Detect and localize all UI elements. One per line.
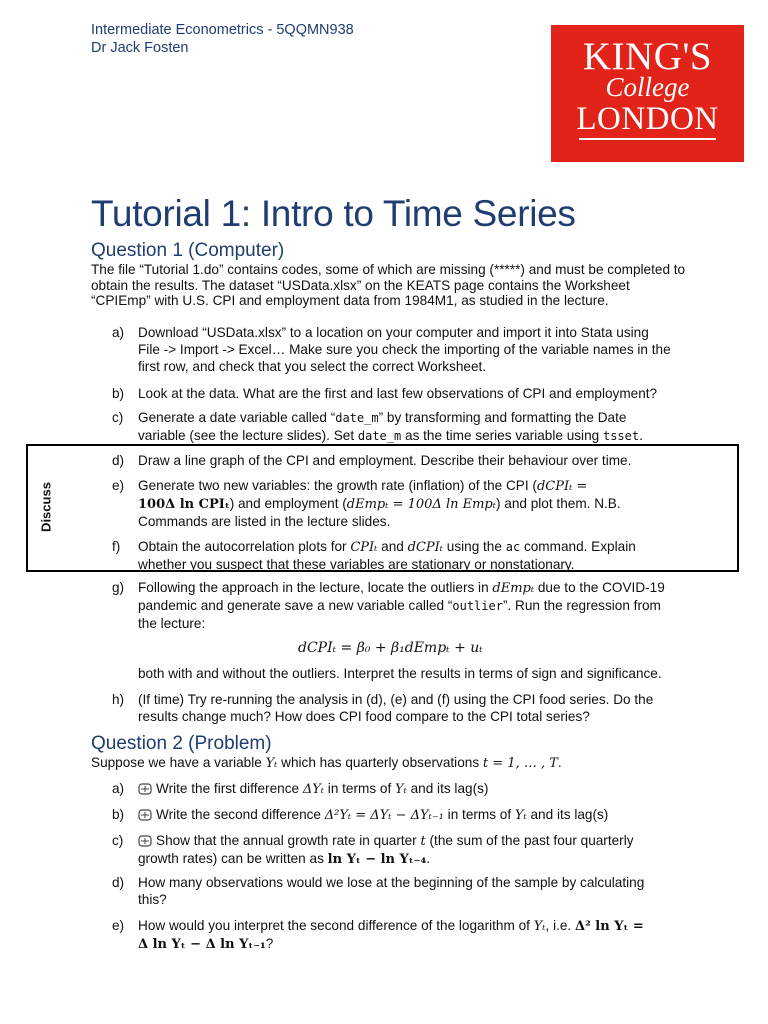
item-label: f)	[112, 539, 121, 554]
item-label: c)	[112, 410, 124, 425]
item-text: How many observations would we lose at the beginning of the sample by calculating this?	[138, 875, 645, 907]
q1-item-h	[112, 691, 672, 725]
item-label: d)	[112, 453, 125, 468]
item-label: b)	[112, 386, 125, 401]
item-text: Write the first difference ΔYₜ in terms of Yₜ and its lag(s)	[138, 780, 672, 798]
item-label: c)	[112, 833, 124, 848]
computation-head-icon	[138, 835, 152, 847]
item-text: Generate a date variable called “date_m” by transforming and formatting the Date variable (see the lecture slides). Set date_m as the time series variable using tsset.	[138, 410, 643, 443]
document-header	[91, 21, 354, 57]
item-text: How would you interpret the second difference of the logarithm of Yₜ, i.e. Δ² ln Yₜ = Δ ln Yₜ − Δ ln Yₜ₋₁?	[138, 918, 644, 952]
question-1-heading: Question 1 (Computer)	[91, 240, 285, 261]
item-text: both with and without the outliers. Interpret the results in terms of sign and significance.	[138, 666, 662, 681]
item-text: Look at the data. What are the first and last few observations of CPI and employment?	[138, 386, 658, 401]
course-name: Intermediate Econometrics - 5QQMN938	[91, 22, 354, 38]
question-2-heading: Question 2 (Problem)	[91, 733, 272, 754]
discuss-label: Discuss	[38, 482, 54, 532]
item-text: (If time) Try re-running the analysis in (d), (e) and (f) using the CPI food series. Do the results change much? How does CPI food compare to the CPI total series?	[138, 692, 654, 724]
q2-item-c	[112, 832, 672, 868]
item-text: Show that the annual growth rate in quarter t (the sum of the past four quarterly growth rates) can be written as ln Yₜ − ln Yₜ₋₄.	[138, 833, 634, 867]
logo-line-1: KING'S	[582, 35, 713, 78]
q1-item-d	[112, 452, 672, 469]
logo-line-3: LONDON	[576, 101, 719, 137]
item-text: Draw a line graph of the CPI and employment. Describe their behaviour over time.	[138, 453, 632, 468]
item-text: Obtain the autocorrelation plots for CPIₜ and dCPIₜ using the ac command. Explain whether you suspect that these variables are stationary or nonstationary.	[138, 539, 636, 572]
item-label: d)	[112, 875, 125, 890]
q1-item-f	[112, 538, 672, 573]
item-text: Write the second difference Δ²Yₜ = ΔYₜ − ΔYₜ₋₁ in terms of Yₜ and its lag(s)	[138, 806, 672, 824]
q2-item-d	[112, 874, 672, 908]
q1-item-g	[112, 579, 672, 632]
logo-line-2: College	[605, 72, 690, 102]
q2-item-e	[112, 917, 672, 953]
lecturer-name: Dr Jack Fosten	[91, 40, 189, 56]
item-label: a)	[112, 325, 125, 340]
computation-head-icon	[138, 809, 152, 821]
item-label: e)	[112, 918, 125, 933]
item-text: Download “USData.xlsx” to a location on your computer and import it into Stata using File -> Import -> Excel… Make sure you check the importing of the variable names in the first row, and check that you select the correct Worksheet.	[138, 325, 671, 374]
logo-rule	[579, 138, 716, 140]
q1-item-a	[112, 324, 672, 375]
item-label: b)	[112, 807, 125, 822]
item-label: h)	[112, 692, 125, 707]
q1-item-e	[112, 477, 672, 530]
page-title: Tutorial 1: Intro to Time Series	[91, 193, 576, 234]
question-1-intro: The file “Tutorial 1.do” contains codes, some of which are missing (*****) and must be completed to obtain the results. The dataset “USData.xlsx” on the KEATS page contains the Worksheet “CPIEmp” with U.S. CPI and employment data from 1984M1, as studied in the lecture.	[91, 262, 686, 308]
q1-item-b	[112, 385, 672, 402]
q1-item-c	[112, 409, 672, 445]
item-text: Following the approach in the lecture, locate the outliers in dEmpₜ due to the COVID-19 pandemic and generate save a new variable called “outlier”. Run the regression from the lecture:	[138, 580, 665, 631]
kings-college-logo	[551, 25, 744, 162]
q1-item-g-followup	[112, 665, 672, 682]
item-label: g)	[112, 580, 125, 595]
regression-equation: dCPIₜ = β₀ + β₁dEmpₜ + uₜ	[298, 640, 483, 656]
q2-item-a	[112, 780, 672, 798]
item-text: Generate two new variables: the growth rate (inflation) of the CPI (dCPIₜ = 100Δ ln CPIₜ) and employment (dEmpₜ = 100Δ ln Empₜ) and plot them. N.B. Commands are listed in the lecture slides.	[138, 478, 621, 529]
q2-item-b	[112, 806, 672, 824]
computation-head-icon	[138, 783, 152, 795]
item-label: e)	[112, 478, 125, 493]
item-label: a)	[112, 781, 125, 796]
question-2-intro: Suppose we have a variable Yₜ which has quarterly observations t = 1, … , T.	[91, 755, 562, 771]
